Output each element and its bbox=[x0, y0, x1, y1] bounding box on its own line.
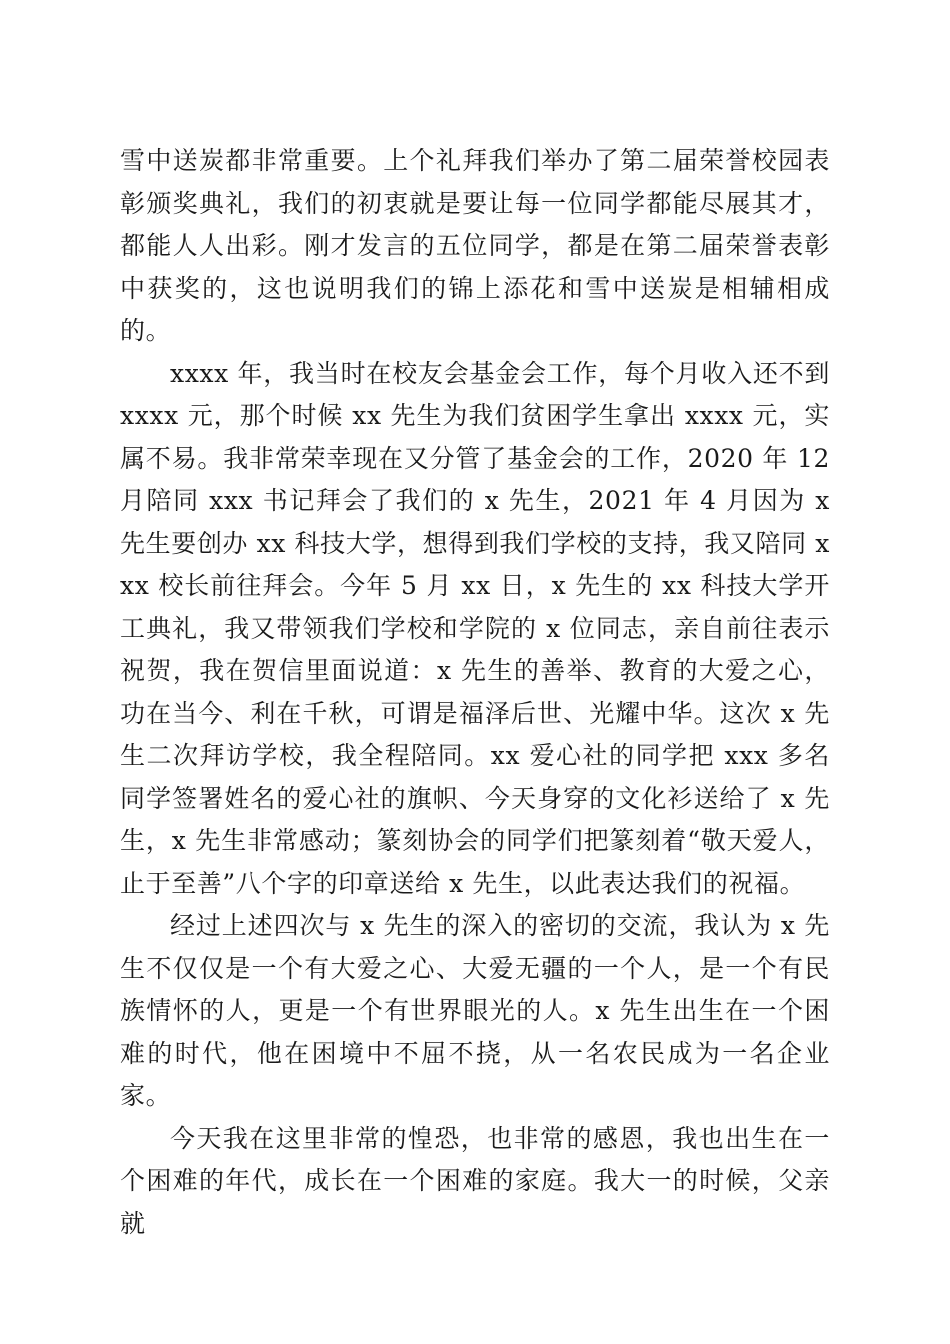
paragraph-2: xxxx 年，我当时在校友会基金会工作，每个月收入还不到 xxxx 元，那个时候 xx 先生为我们贫困学生拿出 xxxx 元，实属不易。我非常荣幸现在又分管了基金会的工作，2020 年 12 月陪同 xxx 书记拜会了我们的 x 先生，2021 年 4 月因为 x 先生要创办 xx 科技大学，想得到我们学校的支持，我又陪同 xxx 校长前往拜会。今年 5 月 xx 日，x 先生的 xx 科技大学开工典礼，我又带领我们学校和学院的 x 位同志，亲自前往表示祝贺，我在贺信里面说道：x 先生的善举、教育的大爱之心，功在当今、利在千秋，可谓是福泽后世、光耀中华。这次 x 先生二次拜访学校，我全程陪同。xx 爱心社的同学把 xxx 多名同学签署姓名的爱心社的旗帜、今天身穿的文化衫送给了 x 先生，x 先生非常感动；篆刻协会的同学们把篆刻着“敬天爱人，止于至善”八个字的印章送给 x 先生，以此表达我们的祝福。 bbox=[120, 358, 830, 898]
document-body bbox=[120, 140, 830, 1245]
paragraph-4: 今天我在这里非常的惶恐，也非常的感恩，我也出生在一个困难的年代，成长在一个困难的家庭。我大一的时候，父亲就 bbox=[120, 1123, 830, 1238]
paragraph-1: 雪中送炭都非常重要。上个礼拜我们举办了第二届荣誉校园表彰颁奖典礼，我们的初衷就是要让每一位同学都能尽展其才，都能人人出彩。刚才发言的五位同学，都是在第二届荣誉表彰中获奖的，这也说明我们的锦上添花和雪中送炭是相辅相成的。 bbox=[120, 146, 830, 345]
paragraph-3: 经过上述四次与 x 先生的深入的密切的交流，我认为 x 先生不仅仅是一个有大爱之心、大爱无疆的一个人，是一个有民族情怀的人，更是一个有世界眼光的人。x 先生出生在一个困难的时代，他在困境中不屈不挠，从一名农民成为一名企业家。 bbox=[120, 911, 830, 1110]
